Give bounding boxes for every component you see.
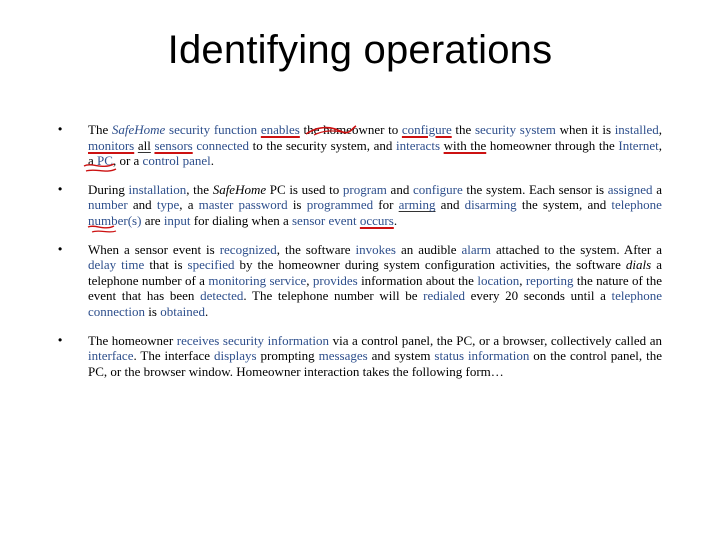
operation-phrase: recognized — [219, 241, 277, 257]
bullet-text-run: The — [88, 122, 112, 137]
bullet-text-run: , a — [179, 197, 199, 213]
bullet-icon: • — [58, 241, 63, 256]
operation-phrase: security system — [474, 122, 556, 137]
bullet-text-run: and system — [367, 348, 435, 364]
bullet-text-run: via a control panel, the PC, or a browser, collectively called an — [329, 332, 662, 348]
bullet-text-run: an audible — [396, 241, 462, 257]
operation-phrase: enables — [260, 122, 300, 137]
bullet-icon: • — [58, 181, 63, 196]
bullet-text-run: are — [141, 212, 164, 228]
operation-phrase: Home — [235, 181, 267, 197]
operation-phrase: status information — [434, 348, 530, 364]
bullet-text-run: information about the — [357, 272, 478, 288]
operation-phrase: obtained — [160, 303, 205, 319]
bullet-text-run: . — [393, 212, 398, 228]
bullet-text-run: to the security system, and — [249, 137, 396, 153]
bullet-text-run: . The interface — [133, 348, 214, 364]
operation-phrase: input — [163, 212, 191, 228]
bullet-text-run: , the software — [276, 241, 356, 257]
bullet-text-run: the system. Each sensor is — [462, 181, 608, 197]
bullet-text — [88, 182, 662, 229]
operation-phrase: master password — [198, 197, 288, 213]
operation-phrase: connected — [196, 137, 250, 153]
bullet-text-run: and — [386, 181, 413, 197]
bullet-text-run: , or a — [112, 153, 143, 169]
operation-phrase: reporting — [525, 272, 574, 288]
operation-phrase: Internet — [618, 137, 659, 153]
operation-phrase: all — [137, 137, 151, 153]
operation-phrase: redialed — [423, 288, 466, 304]
bullet-text-run: The homeowner — [88, 332, 177, 348]
bullet-text-run: that is — [144, 257, 188, 273]
operation-phrase: disarming — [464, 197, 517, 213]
operation-phrase: telephone connection — [88, 288, 663, 319]
operation-phrase: occurs — [359, 212, 394, 228]
bullet-text — [88, 122, 662, 169]
bullet-text-run: by the homeowner during system configuration activities, the software — [234, 257, 626, 273]
operation-phrase: number — [88, 197, 128, 213]
bullet-text — [88, 333, 662, 380]
bullet-text-run: the — [451, 122, 475, 137]
bullet-item — [58, 242, 662, 320]
operation-phrase: location — [477, 272, 520, 288]
operation-phrase: telephone number(s) — [88, 197, 662, 228]
bullet-item — [58, 122, 662, 169]
bullet-text-run: the homeowner to — [299, 122, 402, 137]
operation-phrase: interface — [88, 348, 134, 364]
operation-phrase: interacts — [395, 137, 441, 153]
bullet-text-run: when it is — [555, 122, 615, 137]
bullet-text — [88, 242, 662, 320]
operation-phrase: security function — [165, 122, 261, 137]
bullet-icon: • — [58, 122, 63, 136]
bullet-text-run: . The telephone number will be — [243, 288, 424, 304]
bullet-text-run: , the — [186, 181, 213, 197]
operation-phrase: sensors — [154, 137, 193, 153]
operation-phrase: installation — [128, 181, 187, 197]
operation-phrase: alarm — [461, 241, 492, 257]
bullet-text-run: . — [204, 303, 209, 319]
operation-phrase: delay time — [88, 257, 145, 273]
operation-phrase: assigned — [607, 181, 653, 197]
operation-phrase: installed — [614, 122, 659, 137]
operation-phrase: dials — [625, 257, 652, 273]
bullet-text-run: for — [373, 197, 399, 213]
bullet-text-run: for dialing when a — [190, 212, 292, 228]
operation-phrase: monitors — [88, 137, 135, 153]
bullet-text-run: homeowner through the — [486, 137, 619, 153]
slide-title: Identifying operations — [167, 28, 553, 72]
bullet-text-run: is — [287, 197, 307, 213]
operation-phrase: messages — [318, 348, 368, 364]
operation-phrase: monitoring service — [208, 272, 307, 288]
operation-phrase: with the — [443, 137, 487, 153]
bullet-text-run: , — [658, 122, 662, 137]
operation-phrase: displays — [213, 348, 257, 364]
bullet-text-run: , — [519, 272, 526, 288]
bullet-text-run: every 20 seconds until a — [465, 288, 612, 304]
operation-phrase: invokes — [355, 241, 396, 257]
bullet-item — [58, 182, 662, 229]
bullet-text-run: attached to the system. After a — [491, 241, 663, 257]
operation-phrase: specified — [187, 257, 235, 273]
bullet-text-run: the nature of the event that has been — [88, 272, 663, 304]
bullet-text-run: is — [145, 303, 161, 319]
bullet-text-run: . — [210, 153, 215, 169]
bullet-text-run: During — [88, 181, 129, 197]
operation-phrase: configure — [412, 181, 463, 197]
bullet-text-run: PC is used to — [266, 181, 343, 197]
bullet-text-run: a — [652, 181, 662, 197]
bullet-text-run: the system, and — [516, 197, 612, 213]
operation-phrase: detected — [200, 288, 244, 304]
bullet-icon: • — [58, 332, 63, 347]
bullet-text-run: and — [435, 197, 465, 213]
operation-phrase: configure — [401, 122, 452, 137]
operation-phrase: type — [156, 197, 180, 213]
bullet-text-run: prompting — [256, 348, 319, 364]
bullet-item — [58, 333, 662, 380]
operation-phrase: arming — [398, 197, 436, 213]
operation-phrase: sensor event — [292, 212, 357, 228]
bullet-text-run: When a sensor event is — [88, 241, 220, 257]
operation-phrase: Safe — [111, 122, 135, 137]
bullet-list — [58, 122, 662, 392]
operation-phrase: programmed — [306, 197, 374, 213]
operation-phrase: program — [342, 181, 387, 197]
operation-phrase: Safe — [212, 181, 236, 197]
bullet-text-run: , a — [88, 137, 663, 169]
operation-phrase: provides — [312, 272, 358, 288]
bullet-text-run: on the control panel, the PC, or the browser window. Homeowner interaction takes the following form… — [88, 348, 662, 379]
operation-phrase: control panel — [142, 153, 211, 169]
operation-phrase: receives — [176, 332, 220, 348]
operation-phrase: security information — [222, 332, 330, 348]
bullet-text-run: , — [306, 272, 313, 288]
operation-phrase: PC — [97, 153, 113, 169]
bullet-text-run: a telephone number of a — [88, 257, 663, 288]
bullet-text-run: and — [127, 197, 157, 213]
operation-phrase: Home — [134, 122, 166, 137]
